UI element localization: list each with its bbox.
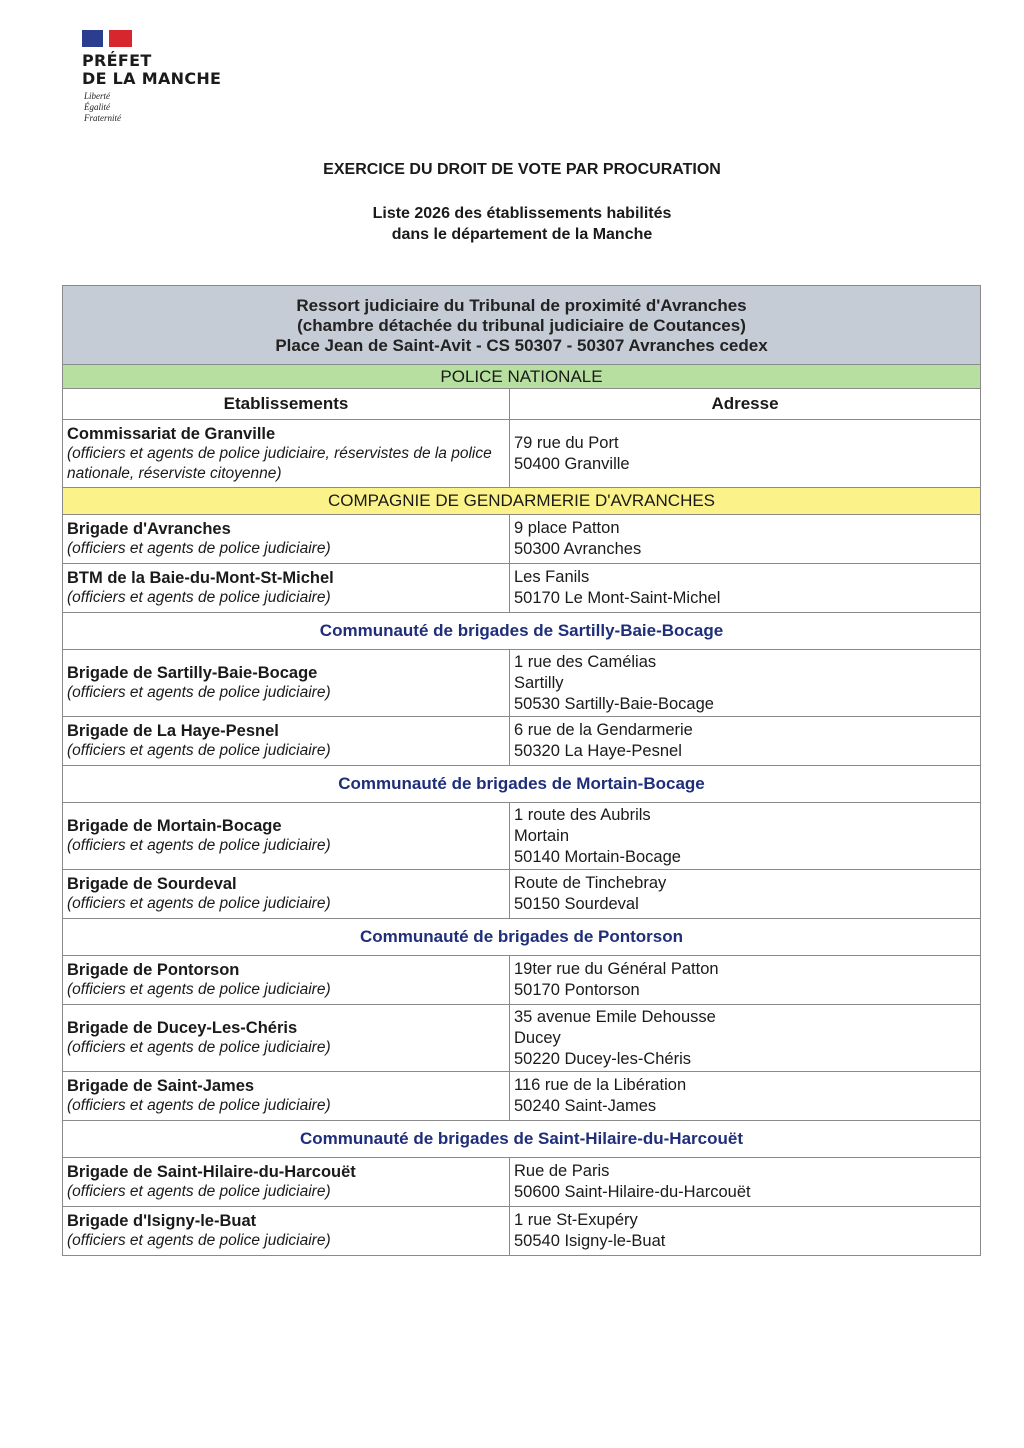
communaute-label: Communauté de brigades de Pontorson [63,919,981,956]
address-cell [510,564,981,613]
address-line: 35 avenue Emile Dehousse [514,1007,716,1026]
address-line: 1 rue des Camélias [514,652,657,671]
establishment-name: Brigade de Mortain-Bocage [67,817,282,835]
establishment-role: (officiers et agents de police judiciaire) [67,1232,331,1249]
communaute-label: Communauté de brigades de Saint-Hilaire-du-Harcouët [63,1121,981,1158]
ressort-line3: Place Jean de Saint-Avit - CS 50307 - 50307 Avranches cedex [275,336,768,355]
communaute-header [63,613,981,650]
establishments-table [62,285,981,1256]
motto-fraternite: Fraternité [84,113,121,123]
establishment-name: Brigade d'Isigny-le-Buat [67,1212,257,1230]
establishment-role: (officiers et agents de police judiciaire) [67,837,331,854]
gendarmerie-label: COMPAGNIE DE GENDARMERIE D'AVRANCHES [63,488,981,515]
table-row [63,1072,981,1121]
address-cell [510,803,981,870]
address-cell [510,1158,981,1207]
table-row [63,515,981,564]
motto-liberte: Liberté [84,91,110,101]
establishment-name: BTM de la Baie-du-Mont-St-Michel [67,569,334,587]
address-line: 79 rue du Port [514,433,619,452]
establishment-role: (officiers et agents de police judiciaire) [67,684,331,701]
establishment-role: (officiers et agents de police judiciaire) [67,742,331,759]
table-row [63,956,981,1005]
address-cell [510,956,981,1005]
marianne-flag-icon [82,30,132,47]
police-nationale-label: POLICE NATIONALE [63,365,981,389]
republic-motto [84,91,221,124]
address-line: 116 rue de la Libération [514,1076,687,1094]
establishment-name: Brigade de Ducey-Les-Chéris [67,1019,298,1037]
address-line: 50530 Sartilly-Baie-Bocage [514,694,714,713]
address-line: Ducey [514,1028,561,1047]
col-header-etablissements: Etablissements [63,389,510,420]
logo-line2: DE LA MANCHE [82,69,222,88]
table-row [63,803,981,870]
establishment-name: Brigade de Pontorson [67,961,240,979]
address-cell [510,1005,981,1072]
page-title: EXERCICE DU DROIT DE VOTE PAR PROCURATION [323,161,721,178]
address-line: Rue de Paris [514,1162,610,1180]
police-nationale-header [63,365,981,389]
table-row [63,650,981,717]
establishment-name: Brigade de Sourdeval [67,875,237,893]
address-line: Route de Tinchebray [514,874,667,892]
establishment-role: (officiers et agents de police judiciaire) [67,540,331,557]
communaute-header [63,766,981,803]
address-line: 50240 Saint-James [514,1097,657,1115]
establishment-cell [63,1158,510,1207]
establishment-cell [63,650,510,717]
address-line: 50300 Avranches [514,540,642,558]
address-cell [510,650,981,717]
address-cell [510,1072,981,1121]
address-cell [510,717,981,766]
establishment-cell [63,1207,510,1256]
establishment-role: (officiers et agents de police judiciaire) [67,1183,331,1200]
establishment-role: (officiers et agents de police judiciaire) [67,589,331,606]
establishment-cell [63,1072,510,1121]
table-row [63,717,981,766]
ressort-line1: Ressort judiciaire du Tribunal de proximité d'Avranches [296,296,747,315]
logo-line1: PRÉFET [82,51,152,70]
table-row [63,1005,981,1072]
address-line: 50150 Sourdeval [514,895,639,913]
address-line: 1 route des Aubrils [514,805,651,824]
establishment-cell [63,956,510,1005]
address-line: 9 place Patton [514,519,620,537]
table-row [63,1207,981,1256]
motto-egalite: Égalité [84,102,110,112]
establishment-role: (officiers et agents de police judiciaire) [67,1039,331,1056]
establishment-role: (officiers et agents de police judiciaire, réservistes de la police nationale, réserviste citoyenne) [67,444,492,482]
communaute-header [63,919,981,956]
establishment-cell [63,515,510,564]
address-line: 50170 Le Mont-Saint-Michel [514,589,721,607]
establishment-name: Brigade de La Haye-Pesnel [67,722,279,740]
prefecture-name [82,52,221,88]
establishment-role: (officiers et agents de police judiciaire) [67,1097,331,1114]
establishment-name: Brigade de Saint-James [67,1077,255,1095]
address-line: 1 rue St-Exupéry [514,1211,638,1229]
table-row [63,420,981,488]
address-line: Les Fanils [514,568,590,586]
address-cell [510,420,981,488]
address-line: Sartilly [514,673,564,692]
establishment-cell [63,564,510,613]
address-line: 19ter rue du Général Patton [514,960,719,978]
page-subtitle [0,203,1024,245]
establishment-cell [63,870,510,919]
address-line: Mortain [514,826,570,845]
establishment-name: Brigade de Saint-Hilaire-du-Harcouët [67,1163,356,1181]
address-line: 50600 Saint-Hilaire-du-Harcouët [514,1183,751,1201]
communaute-label: Communauté de brigades de Sartilly-Baie-Bocage [63,613,981,650]
establishment-cell [63,1005,510,1072]
subtitle-line1: Liste 2026 des établissements habilités [372,205,672,222]
table-row [63,870,981,919]
column-headers [63,389,981,420]
address-line: 50220 Ducey-les-Chéris [514,1049,691,1068]
gendarmerie-header [63,488,981,515]
establishment-name: Brigade de Sartilly-Baie-Bocage [67,664,318,682]
address-line: 50320 La Haye-Pesnel [514,742,682,760]
table-row [63,564,981,613]
communaute-label: Communauté de brigades de Mortain-Bocage [63,766,981,803]
address-line: 50170 Pontorson [514,981,640,999]
prefecture-logo [82,30,221,124]
establishment-name: Brigade d'Avranches [67,520,231,538]
establishment-role: (officiers et agents de police judiciaire) [67,895,331,912]
table-row [63,1158,981,1207]
establishment-cell [63,420,510,488]
establishment-cell [63,717,510,766]
ressort-line2: (chambre détachée du tribunal judiciaire de Coutances) [297,316,746,335]
establishment-name: Commissariat de Granville [67,424,276,443]
address-cell [510,870,981,919]
address-line: 6 rue de la Gendarmerie [514,721,693,739]
establishment-role: (officiers et agents de police judiciaire) [67,981,331,998]
subtitle-line2: dans le département de la Manche [391,226,653,243]
address-line: 50540 Isigny-le-Buat [514,1232,666,1250]
col-header-adresse: Adresse [510,389,981,420]
establishment-cell [63,803,510,870]
address-cell [510,515,981,564]
address-line: 50400 Granville [514,454,630,473]
communaute-header [63,1121,981,1158]
address-cell [510,1207,981,1256]
ressort-header [63,286,981,365]
address-line: 50140 Mortain-Bocage [514,847,681,866]
